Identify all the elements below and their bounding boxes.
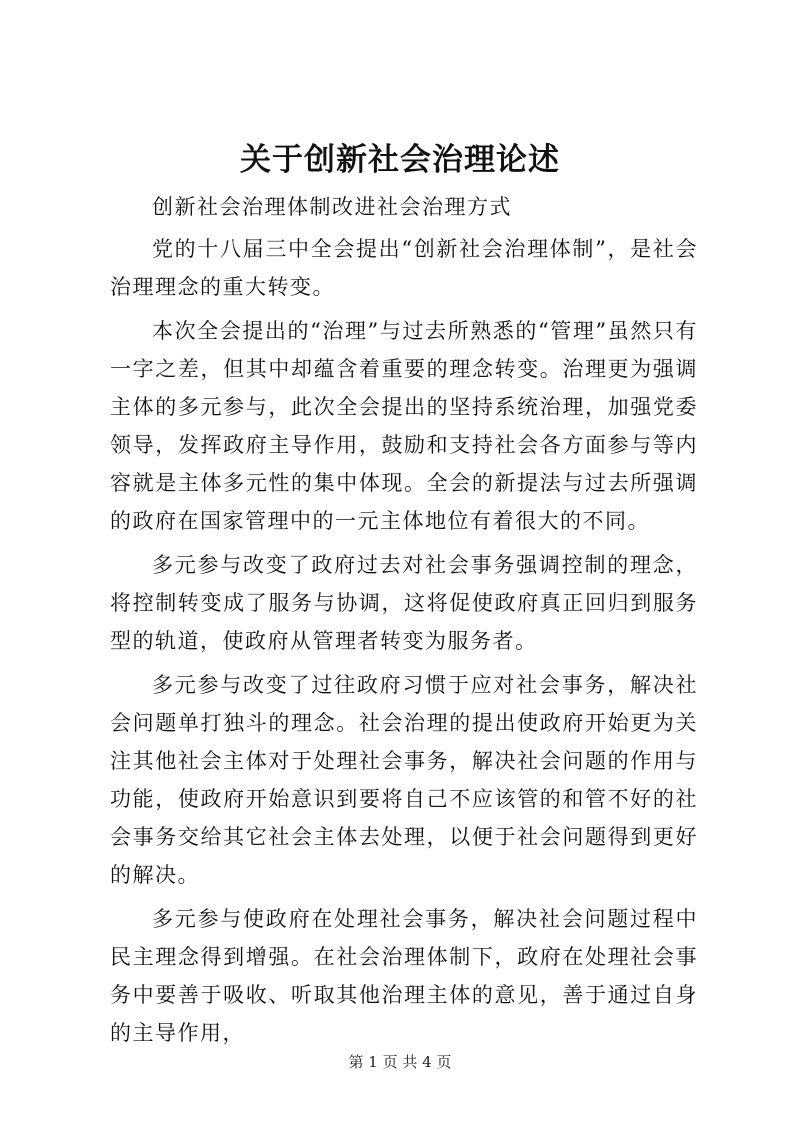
document-title: 关于创新社会治理论述 xyxy=(240,142,560,178)
paragraph-2: 本次全会提出的“治理”与过去所熟悉的“管理”虽然只有一字之差，但其中却蕴含着重要的理念转变。治理更为强调主体的多元参与，此次全会提出的坚持系统治理，加强党委领导，发挥政府主导作用，鼓励和支持社会各方面参与等内容就是主体多元性的集中体现。全会的新提法与过去所强调的政府在国家管理中的一元主体地位有着很大的不同。 xyxy=(110,319,698,533)
page-number-footer: 第 1 页 共 4 页 xyxy=(348,1053,452,1071)
paragraph-5: 多元参与使政府在处理社会事务，解决社会问题过程中民主理念得到增强。在社会治理体制下，政府在处理社会事务中要善于吸收、听取其他治理主体的意见，善于通过自身的主导作用， xyxy=(110,907,698,1045)
document-body xyxy=(110,188,698,1058)
document-subtitle: 创新社会治理体制改进社会治理方式 xyxy=(152,195,512,219)
paragraph-4: 多元参与改变了过往政府习惯于应对社会事务，解决社会问题单打独斗的理念。社会治理的提出使政府开始更为关注其他社会主体对于处理社会事务，解决社会问题的作用与功能，使政府开始意识到要将自己不应该管的和管不好的社会事务交给其它社会主体去处理，以便于社会问题得到更好的解决。 xyxy=(110,673,698,887)
paragraph-1: 党的十八届三中全会提出“创新社会治理体制”，是社会治理理念的重大转变。 xyxy=(110,237,698,299)
paragraph-3: 多元参与改变了政府过去对社会事务强调控制的理念，将控制转变成了服务与协调，这将促使政府真正回归到服务型的轨道，使政府从管理者转变为服务者。 xyxy=(110,553,698,653)
